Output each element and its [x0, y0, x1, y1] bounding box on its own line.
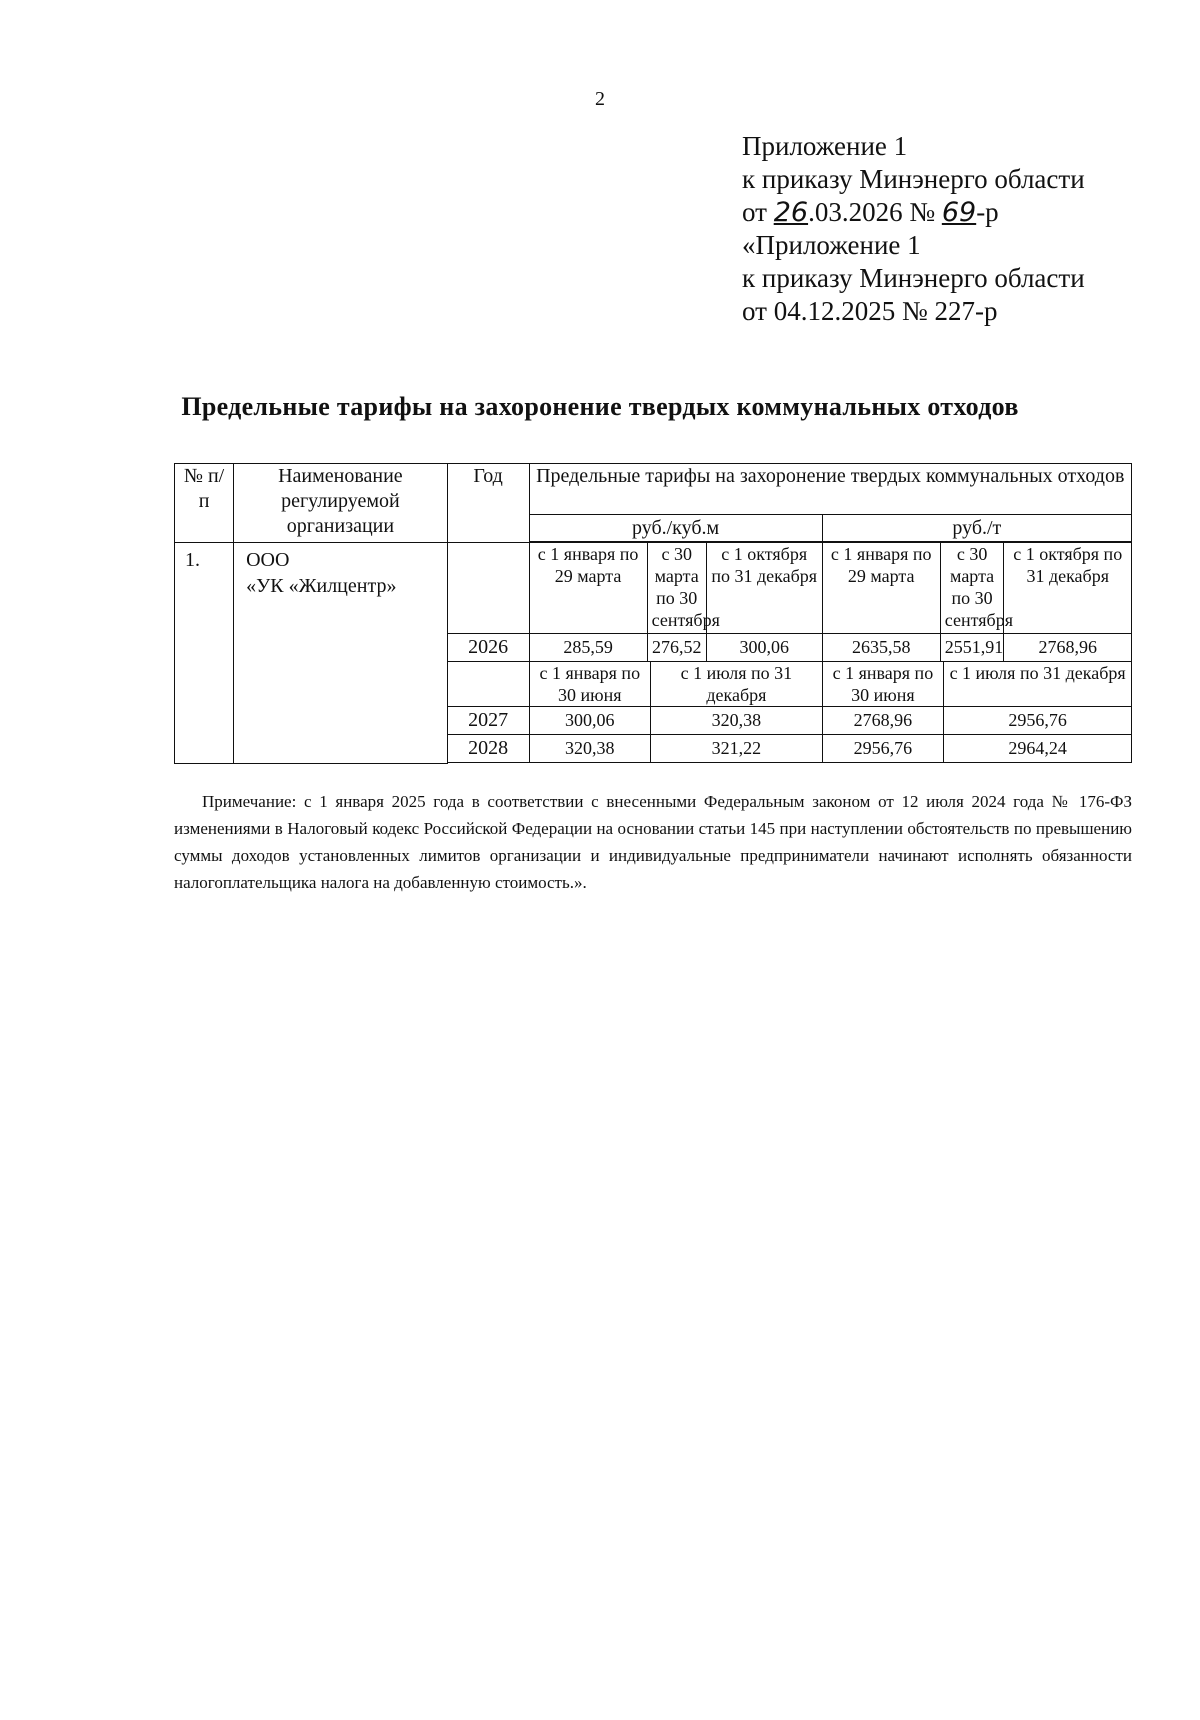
organization-line-2: «УК «Жилцентр» — [246, 575, 397, 597]
value-cell: 320,38 — [529, 735, 651, 763]
header-line-1: Приложение 1 — [742, 131, 908, 161]
header-line-3-suffix: -р — [976, 197, 999, 227]
header-line-5: к приказу Минэнерго области — [742, 263, 1085, 293]
tariff-table — [174, 463, 1132, 764]
footnote-text: Примечание: с 1 января 2025 года в соответствии с внесенными Федеральным законом от 12 июля 2024 года № 176-ФЗ изменениями в Налоговый кодекс Российской Федерации на основании статьи 145 при наступлении обстоятельств по превышению суммы доходов установленных лимитов организации и индивидуальные предприниматели начинают исполнять обязанности налогоплательщика налога на добавленную стоимость.». — [174, 792, 1132, 892]
period-cell: с 1 июля по 31 декабря — [944, 662, 1132, 707]
period-cell: с 1 января по 30 июня — [529, 662, 651, 707]
value-cell: 285,59 — [529, 634, 647, 662]
year-cell: 2027 — [447, 707, 529, 735]
col-year-header: Год — [447, 464, 529, 543]
header-line-3-prefix: от — [742, 197, 774, 227]
value-cell: 320,38 — [651, 707, 823, 735]
value-cell: 321,22 — [651, 735, 823, 763]
document-title: Предельные тарифы на захоронение твердых коммунальных отходов — [181, 392, 1019, 421]
value-cell: 300,06 — [529, 707, 651, 735]
period-cell: с 1 января по 30 июня — [822, 662, 944, 707]
period-cell: с 1 июля по 31 декабря — [651, 662, 823, 707]
period-2026-row — [175, 543, 1132, 634]
value-cell: 2964,24 — [944, 735, 1132, 763]
value-cell: 300,06 — [706, 634, 822, 662]
year-cell: 2026 — [447, 634, 529, 662]
unit-rub-per-t: руб./т — [822, 515, 1131, 542]
organization-name — [234, 543, 448, 764]
value-cell: 2635,58 — [822, 634, 940, 662]
footnote — [174, 788, 1132, 896]
header-line-6: от 04.12.2025 № 227-р — [742, 296, 998, 326]
period-cell: с 1 октября по 31 декабря — [706, 543, 822, 634]
header-line-3 — [742, 196, 1085, 229]
period-cell: с 1 января по 29 марта — [822, 543, 940, 634]
value-cell: 276,52 — [647, 634, 706, 662]
period-cell: с 1 октября по 31 декабря — [1004, 543, 1132, 634]
value-cell: 2768,96 — [822, 707, 944, 735]
header-line-3-mid: .03.2026 № — [808, 197, 942, 227]
handwritten-order-number: 69 — [941, 197, 977, 228]
period-cell: с 30 марта по 30 сентября — [647, 543, 706, 634]
row-number: 1. — [175, 543, 234, 764]
unit-rub-per-m3: руб./куб.м — [529, 515, 822, 542]
header-line-2: к приказу Минэнерго области — [742, 164, 1085, 194]
page-number: 2 — [595, 88, 605, 110]
empty-year-cell — [447, 662, 529, 707]
col-name-header: Наименование регулируемой организации — [234, 464, 448, 543]
period-cell: с 1 января по 29 марта — [529, 543, 647, 634]
handwritten-day: 26 — [773, 197, 809, 228]
header-line-4: «Приложение 1 — [742, 230, 921, 260]
appendix-header — [742, 130, 1085, 328]
year-cell: 2028 — [447, 735, 529, 763]
value-cell: 2551,91 — [940, 634, 1004, 662]
period-cell: с 30 марта по 30 сентября — [940, 543, 1004, 634]
value-cell: 2956,76 — [822, 735, 944, 763]
col-num-header: № п/п — [175, 464, 234, 543]
value-cell: 2956,76 — [944, 707, 1132, 735]
header-row — [175, 464, 1132, 515]
organization-line-1: ООО — [246, 549, 290, 571]
value-cell: 2768,96 — [1004, 634, 1132, 662]
empty-year-cell — [447, 543, 529, 634]
col-tariffs-header: Предельные тарифы на захоронение твердых коммунальных отходов — [529, 464, 1131, 515]
